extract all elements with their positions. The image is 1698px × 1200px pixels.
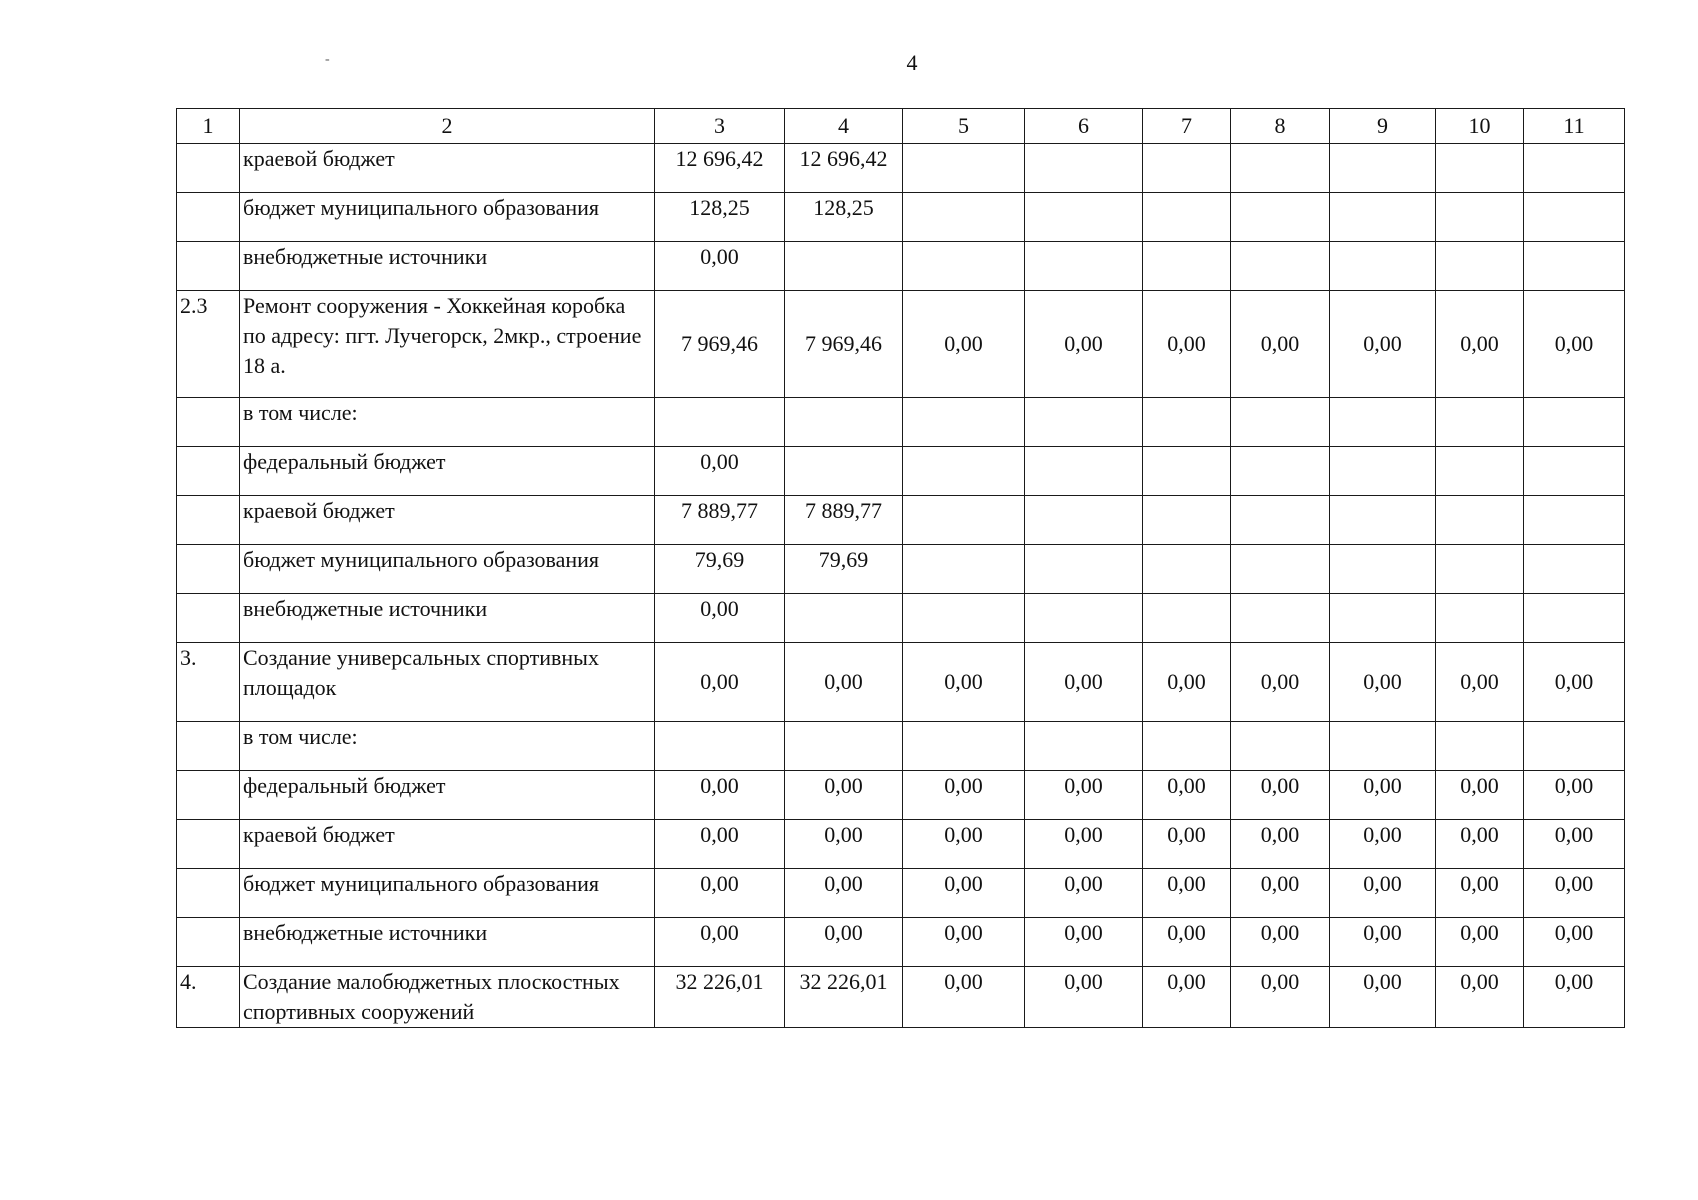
budget-table xyxy=(176,108,1625,1028)
row-index-cell xyxy=(177,144,240,193)
value-cell xyxy=(903,545,1025,594)
value-cell xyxy=(1330,144,1436,193)
table-row xyxy=(177,291,1625,398)
column-header: 9 xyxy=(1330,109,1436,144)
table-row xyxy=(177,594,1625,643)
value-cell xyxy=(785,398,903,447)
value-cell xyxy=(785,242,903,291)
value-cell xyxy=(655,398,785,447)
column-header: 5 xyxy=(903,109,1025,144)
value-cell xyxy=(1436,545,1524,594)
value-cell: 0,00 xyxy=(1143,918,1231,967)
value-cell: 0,00 xyxy=(1436,771,1524,820)
value-cell xyxy=(1025,398,1143,447)
value-cell: 7 889,77 xyxy=(655,496,785,545)
value-cell: 0,00 xyxy=(655,242,785,291)
value-cell xyxy=(1436,398,1524,447)
row-name-cell: бюджет муниципального образования xyxy=(240,545,655,594)
value-cell: 0,00 xyxy=(903,967,1025,1028)
row-name-cell: федеральный бюджет xyxy=(240,771,655,820)
value-cell xyxy=(1143,447,1231,496)
row-index-cell xyxy=(177,193,240,242)
value-cell: 0,00 xyxy=(1231,967,1330,1028)
value-cell: 0,00 xyxy=(1524,869,1625,918)
row-index-cell xyxy=(177,771,240,820)
table-row xyxy=(177,144,1625,193)
table-row xyxy=(177,643,1625,722)
value-cell: 0,00 xyxy=(1436,820,1524,869)
table-row xyxy=(177,820,1625,869)
value-cell: 0,00 xyxy=(1231,820,1330,869)
value-cell: 0,00 xyxy=(1330,643,1436,722)
row-index-cell xyxy=(177,242,240,291)
row-name-cell: Создание универсальных спортивных площадок xyxy=(240,643,655,722)
value-cell xyxy=(1524,496,1625,545)
value-cell: 0,00 xyxy=(1330,820,1436,869)
value-cell xyxy=(1143,594,1231,643)
value-cell xyxy=(1330,496,1436,545)
row-index-cell: 2.3 xyxy=(177,291,240,398)
row-name-cell: краевой бюджет xyxy=(240,496,655,545)
column-header: 2 xyxy=(240,109,655,144)
value-cell: 0,00 xyxy=(1330,291,1436,398)
value-cell: 0,00 xyxy=(785,643,903,722)
value-cell: 128,25 xyxy=(785,193,903,242)
value-cell: 0,00 xyxy=(1143,869,1231,918)
row-name-cell: бюджет муниципального образования xyxy=(240,193,655,242)
table-row xyxy=(177,869,1625,918)
value-cell xyxy=(1436,496,1524,545)
value-cell: 0,00 xyxy=(903,643,1025,722)
value-cell: 0,00 xyxy=(1231,643,1330,722)
value-cell: 0,00 xyxy=(785,820,903,869)
value-cell: 0,00 xyxy=(903,771,1025,820)
row-name-cell: внебюджетные источники xyxy=(240,918,655,967)
value-cell: 0,00 xyxy=(1025,820,1143,869)
table-row xyxy=(177,918,1625,967)
value-cell: 0,00 xyxy=(1330,967,1436,1028)
value-cell: 12 696,42 xyxy=(785,144,903,193)
table-row xyxy=(177,447,1625,496)
value-cell xyxy=(1025,144,1143,193)
value-cell xyxy=(655,722,785,771)
value-cell xyxy=(1436,722,1524,771)
row-name-cell: Создание малобюджетных плоскостных спортивных сооружений xyxy=(240,967,655,1028)
value-cell xyxy=(1143,398,1231,447)
table-row xyxy=(177,193,1625,242)
value-cell xyxy=(1524,722,1625,771)
value-cell: 0,00 xyxy=(655,771,785,820)
value-cell: 0,00 xyxy=(785,869,903,918)
value-cell: 0,00 xyxy=(1231,918,1330,967)
value-cell: 7 889,77 xyxy=(785,496,903,545)
row-index-cell xyxy=(177,869,240,918)
value-cell: 0,00 xyxy=(1524,967,1625,1028)
value-cell xyxy=(903,447,1025,496)
value-cell xyxy=(903,144,1025,193)
value-cell: 0,00 xyxy=(1143,771,1231,820)
value-cell: 0,00 xyxy=(1524,918,1625,967)
column-header: 8 xyxy=(1231,109,1330,144)
value-cell: 0,00 xyxy=(903,820,1025,869)
page-number: 4 xyxy=(906,50,918,75)
row-name-cell: краевой бюджет xyxy=(240,144,655,193)
value-cell: 128,25 xyxy=(655,193,785,242)
value-cell xyxy=(1143,496,1231,545)
value-cell: 0,00 xyxy=(1025,869,1143,918)
value-cell: 0,00 xyxy=(1025,643,1143,722)
column-header: 6 xyxy=(1025,109,1143,144)
value-cell: 0,00 xyxy=(1436,869,1524,918)
value-cell: 0,00 xyxy=(785,771,903,820)
value-cell: 0,00 xyxy=(1524,643,1625,722)
column-header: 1 xyxy=(177,109,240,144)
value-cell: 0,00 xyxy=(1524,820,1625,869)
value-cell: 12 696,42 xyxy=(655,144,785,193)
value-cell xyxy=(1524,447,1625,496)
value-cell xyxy=(903,722,1025,771)
row-name-cell: в том числе: xyxy=(240,722,655,771)
value-cell xyxy=(1231,722,1330,771)
value-cell xyxy=(1025,193,1143,242)
value-cell xyxy=(1330,447,1436,496)
value-cell: 0,00 xyxy=(1143,291,1231,398)
value-cell xyxy=(1524,545,1625,594)
value-cell: 0,00 xyxy=(1436,291,1524,398)
value-cell: 0,00 xyxy=(655,447,785,496)
value-cell: 0,00 xyxy=(1025,291,1143,398)
value-cell: 0,00 xyxy=(655,918,785,967)
value-cell xyxy=(1231,242,1330,291)
value-cell xyxy=(1330,242,1436,291)
value-cell: 0,00 xyxy=(1025,771,1143,820)
row-index-cell xyxy=(177,398,240,447)
row-index-cell xyxy=(177,447,240,496)
value-cell xyxy=(1143,242,1231,291)
value-cell: 0,00 xyxy=(1143,967,1231,1028)
row-index-cell xyxy=(177,594,240,643)
value-cell: 0,00 xyxy=(1330,918,1436,967)
value-cell: 0,00 xyxy=(1436,918,1524,967)
row-name-cell: Ремонт сооружения - Хоккейная коробка по адресу: пгт. Лучегорск, 2мкр., строение 18 а. xyxy=(240,291,655,398)
column-header: 4 xyxy=(785,109,903,144)
value-cell xyxy=(1524,144,1625,193)
value-cell xyxy=(1143,144,1231,193)
value-cell xyxy=(1231,447,1330,496)
row-index-cell: 3. xyxy=(177,643,240,722)
value-cell xyxy=(1025,545,1143,594)
value-cell: 0,00 xyxy=(1330,869,1436,918)
value-cell: 7 969,46 xyxy=(655,291,785,398)
value-cell: 79,69 xyxy=(655,545,785,594)
value-cell: 0,00 xyxy=(655,594,785,643)
value-cell xyxy=(1436,594,1524,643)
value-cell: 0,00 xyxy=(1524,771,1625,820)
value-cell xyxy=(1143,193,1231,242)
value-cell xyxy=(1330,722,1436,771)
value-cell xyxy=(1330,594,1436,643)
value-cell xyxy=(1436,242,1524,291)
value-cell xyxy=(1231,545,1330,594)
value-cell xyxy=(1330,545,1436,594)
value-cell xyxy=(1025,447,1143,496)
value-cell: 0,00 xyxy=(1025,918,1143,967)
value-cell xyxy=(1231,144,1330,193)
value-cell: 32 226,01 xyxy=(655,967,785,1028)
row-index-cell xyxy=(177,722,240,771)
value-cell xyxy=(903,193,1025,242)
value-cell xyxy=(1436,447,1524,496)
value-cell xyxy=(1330,398,1436,447)
row-index-cell: 4. xyxy=(177,967,240,1028)
value-cell: 0,00 xyxy=(1436,967,1524,1028)
value-cell xyxy=(1524,398,1625,447)
column-header: 7 xyxy=(1143,109,1231,144)
table-header-row xyxy=(177,109,1625,144)
row-index-cell xyxy=(177,918,240,967)
row-index-cell xyxy=(177,820,240,869)
value-cell xyxy=(1330,193,1436,242)
column-header: 11 xyxy=(1524,109,1625,144)
table-row xyxy=(177,242,1625,291)
value-cell xyxy=(785,722,903,771)
value-cell xyxy=(1025,594,1143,643)
column-header: 10 xyxy=(1436,109,1524,144)
row-name-cell: в том числе: xyxy=(240,398,655,447)
value-cell xyxy=(1436,193,1524,242)
value-cell: 0,00 xyxy=(1025,967,1143,1028)
row-name-cell: федеральный бюджет xyxy=(240,447,655,496)
value-cell xyxy=(903,242,1025,291)
value-cell xyxy=(1143,545,1231,594)
table-row xyxy=(177,545,1625,594)
row-name-cell: краевой бюджет xyxy=(240,820,655,869)
value-cell: 32 226,01 xyxy=(785,967,903,1028)
value-cell xyxy=(1524,193,1625,242)
value-cell xyxy=(1524,594,1625,643)
value-cell xyxy=(785,594,903,643)
value-cell xyxy=(903,496,1025,545)
value-cell: 0,00 xyxy=(655,869,785,918)
table-row xyxy=(177,771,1625,820)
table-row xyxy=(177,967,1625,1028)
value-cell: 0,00 xyxy=(1436,643,1524,722)
value-cell: 0,00 xyxy=(1143,643,1231,722)
row-index-cell xyxy=(177,545,240,594)
value-cell: 0,00 xyxy=(903,291,1025,398)
value-cell xyxy=(1524,242,1625,291)
table-row xyxy=(177,722,1625,771)
value-cell xyxy=(1436,144,1524,193)
value-cell xyxy=(903,398,1025,447)
row-name-cell: бюджет муниципального образования xyxy=(240,869,655,918)
scan-mark: - xyxy=(325,52,330,67)
value-cell xyxy=(1025,242,1143,291)
value-cell: 0,00 xyxy=(1231,869,1330,918)
column-header: 3 xyxy=(655,109,785,144)
value-cell xyxy=(1143,722,1231,771)
value-cell xyxy=(785,447,903,496)
value-cell: 0,00 xyxy=(1524,291,1625,398)
value-cell: 0,00 xyxy=(785,918,903,967)
value-cell xyxy=(1231,193,1330,242)
row-index-cell xyxy=(177,496,240,545)
value-cell: 0,00 xyxy=(655,820,785,869)
value-cell: 0,00 xyxy=(655,643,785,722)
value-cell xyxy=(903,594,1025,643)
row-name-cell: внебюджетные источники xyxy=(240,242,655,291)
value-cell: 0,00 xyxy=(903,918,1025,967)
value-cell: 79,69 xyxy=(785,545,903,594)
value-cell: 0,00 xyxy=(1231,291,1330,398)
value-cell: 0,00 xyxy=(903,869,1025,918)
value-cell xyxy=(1025,496,1143,545)
value-cell: 0,00 xyxy=(1143,820,1231,869)
value-cell xyxy=(1025,722,1143,771)
value-cell xyxy=(1231,496,1330,545)
value-cell xyxy=(1231,398,1330,447)
value-cell: 0,00 xyxy=(1330,771,1436,820)
value-cell xyxy=(1231,594,1330,643)
row-name-cell: внебюджетные источники xyxy=(240,594,655,643)
value-cell: 0,00 xyxy=(1231,771,1330,820)
value-cell: 7 969,46 xyxy=(785,291,903,398)
table-row xyxy=(177,496,1625,545)
table-row xyxy=(177,398,1625,447)
